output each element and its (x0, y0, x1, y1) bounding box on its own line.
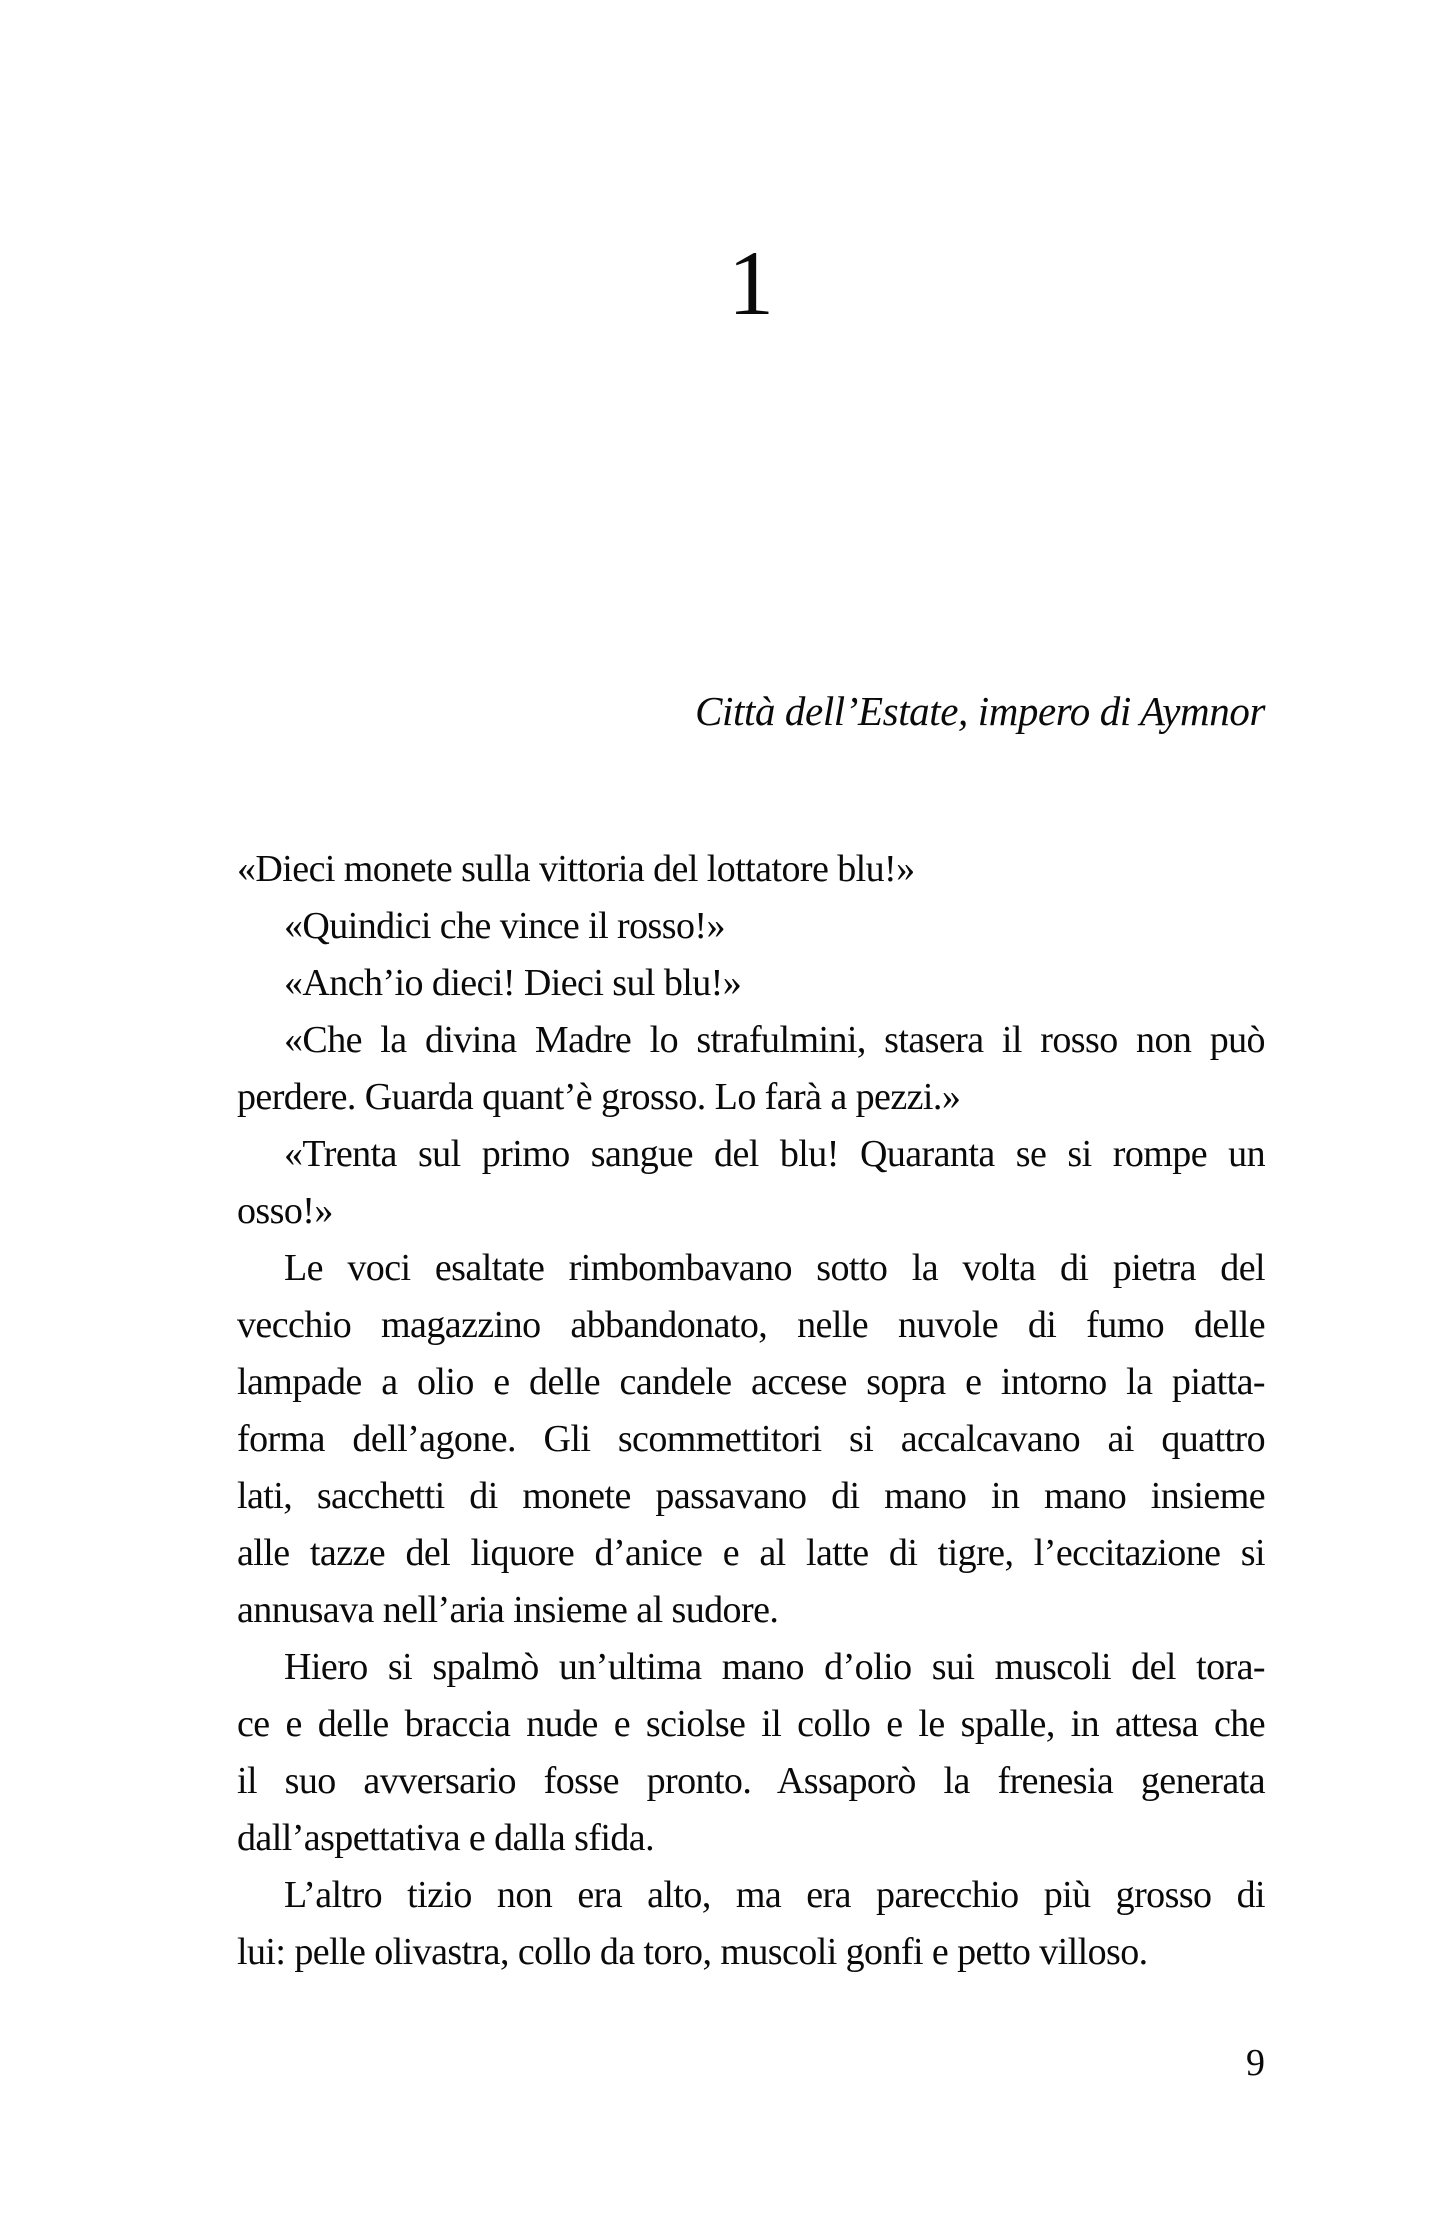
body-line: Hiero si spalmò un’ultima mano d’olio sui muscoli del tora- (284, 1646, 1265, 1688)
body-line: il suo avversario fosse pronto. Assaporò la frenesia generata (237, 1760, 1265, 1802)
body-line: «Trenta sul primo sangue del blu! Quaranta se si rompe un (284, 1133, 1265, 1175)
body-line: forma dell’agone. Gli scommettitori si accalcavano ai quattro (237, 1418, 1265, 1460)
body-line: perdere. Guarda quant’è grosso. Lo farà a pezzi.» (237, 1076, 961, 1118)
body-line: lampade a olio e delle candele accese sopra e intorno la piatta- (237, 1361, 1265, 1403)
body-line: L’altro tizio non era alto, ma era parecchio più grosso di (284, 1874, 1265, 1916)
body-line: dall’aspettativa e dalla sfida. (237, 1817, 655, 1859)
body-line: «Che la divina Madre lo strafulmini, stasera il rosso non può (284, 1019, 1265, 1061)
body-line: osso!» (237, 1190, 333, 1232)
body-line: alle tazze del liquore d’anice e al latte di tigre, l’eccitazione si (237, 1532, 1265, 1574)
body-line: Le voci esaltate rimbombavano sotto la volta di pietra del (284, 1247, 1265, 1289)
body-line: ce e delle braccia nude e sciolse il collo e le spalle, in attesa che (237, 1703, 1265, 1745)
body-text (237, 841, 1265, 1981)
body-line: vecchio magazzino abbandonato, nelle nuvole di fumo delle (237, 1304, 1265, 1346)
body-line: «Dieci monete sulla vittoria del lottatore blu!» (237, 848, 915, 890)
chapter-number: 1 (728, 232, 774, 334)
body-line: lati, sacchetti di monete passavano di mano in mano insieme (237, 1475, 1265, 1517)
page-number: 9 (1246, 2042, 1265, 2084)
dateline: Città dell’Estate, impero di Aymnor (695, 688, 1265, 734)
body-line: annusava nell’aria insieme al sudore. (237, 1589, 779, 1631)
body-line: «Quindici che vince il rosso!» (284, 905, 725, 947)
body-line: «Anch’io dieci! Dieci sul blu!» (284, 962, 742, 1004)
body-line: lui: pelle olivastra, collo da toro, muscoli gonfi e petto villoso. (237, 1931, 1148, 1973)
